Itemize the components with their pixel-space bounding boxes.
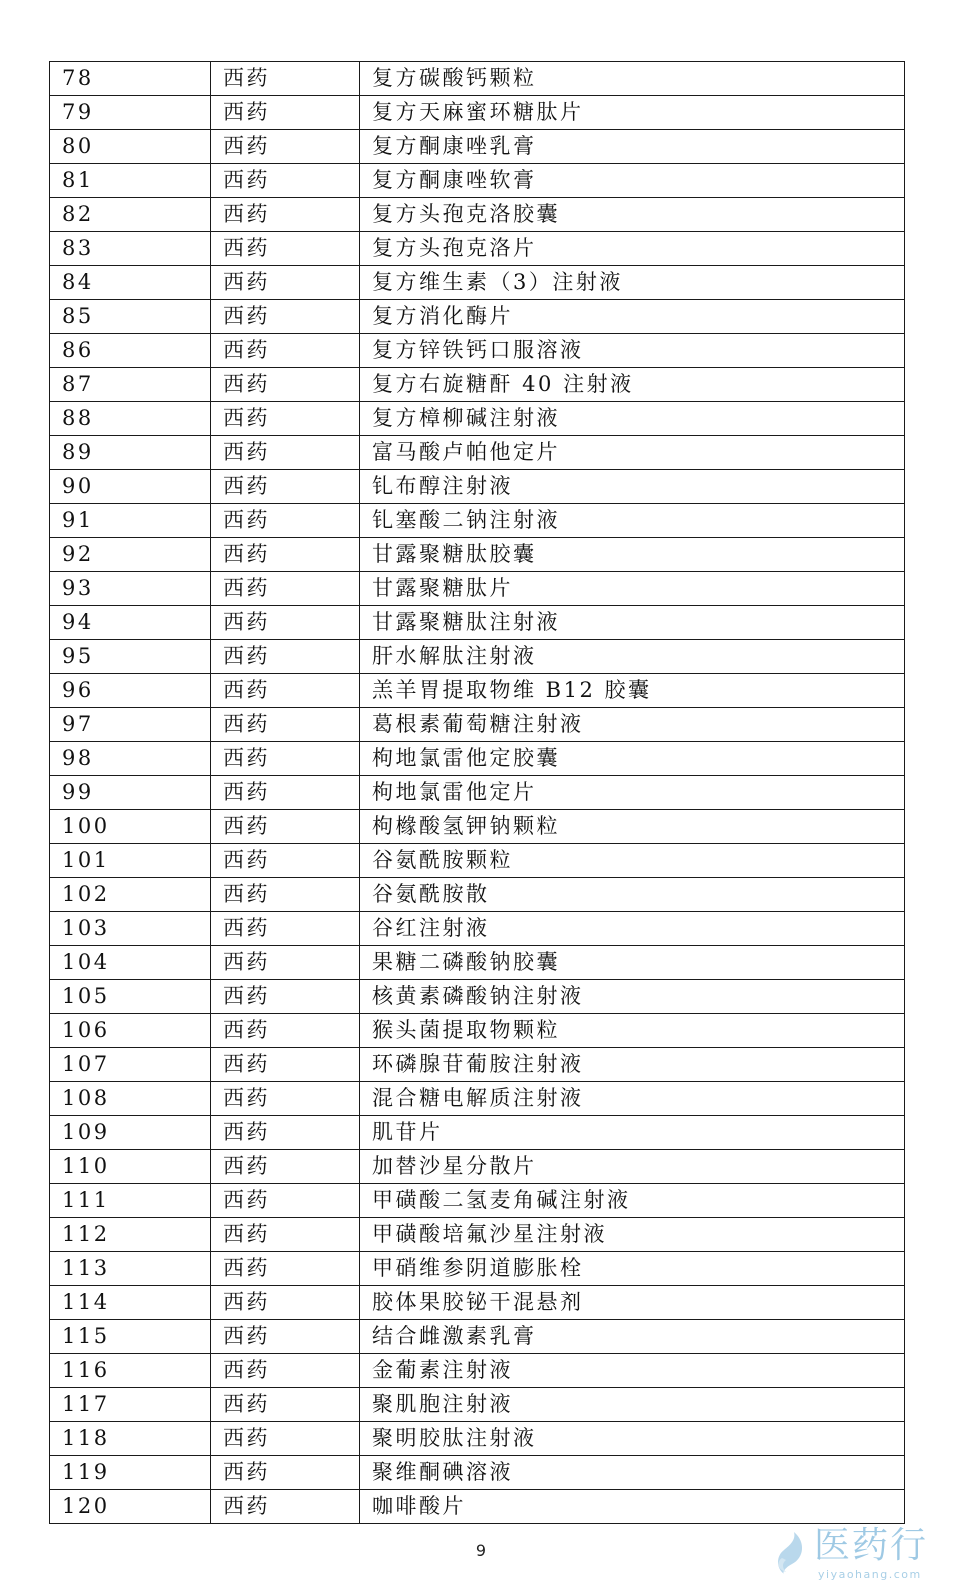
row-drug-name-cell: 聚明胶肽注射液	[360, 1422, 905, 1456]
row-category-cell: 西药	[211, 640, 360, 674]
row-category-cell: 西药	[211, 1286, 360, 1320]
row-category-cell: 西药	[211, 1456, 360, 1490]
row-number-cell: 88	[50, 402, 211, 436]
row-drug-name-cell: 核黄素磷酸钠注射液	[360, 980, 905, 1014]
row-number-cell: 78	[50, 62, 211, 96]
row-number-cell: 108	[50, 1082, 211, 1116]
table-row	[50, 878, 905, 912]
row-drug-name-cell: 复方锌铁钙口服溶液	[360, 334, 905, 368]
row-drug-name-cell: 谷氨酰胺散	[360, 878, 905, 912]
row-category-cell: 西药	[211, 1150, 360, 1184]
row-number-cell: 82	[50, 198, 211, 232]
row-number-cell: 107	[50, 1048, 211, 1082]
watermark-name: 医药行	[814, 1525, 929, 1566]
row-number-cell: 98	[50, 742, 211, 776]
table-row	[50, 1388, 905, 1422]
table-row	[50, 538, 905, 572]
row-category-cell: 西药	[211, 1388, 360, 1422]
row-drug-name-cell: 甲磺酸二氢麦角碱注射液	[360, 1184, 905, 1218]
row-number-cell: 81	[50, 164, 211, 198]
table-row	[50, 1354, 905, 1388]
row-number-cell: 80	[50, 130, 211, 164]
table-row	[50, 674, 905, 708]
table-row	[50, 62, 905, 96]
row-number-cell: 95	[50, 640, 211, 674]
row-drug-name-cell: 葛根素葡萄糖注射液	[360, 708, 905, 742]
row-drug-name-cell: 钆塞酸二钠注射液	[360, 504, 905, 538]
row-drug-name-cell: 肌苷片	[360, 1116, 905, 1150]
row-category-cell: 西药	[211, 844, 360, 878]
row-number-cell: 93	[50, 572, 211, 606]
row-drug-name-cell: 甘露聚糖肽注射液	[360, 606, 905, 640]
row-drug-name-cell: 钆布醇注射液	[360, 470, 905, 504]
table-row	[50, 368, 905, 402]
row-drug-name-cell: 枸地氯雷他定片	[360, 776, 905, 810]
row-number-cell: 117	[50, 1388, 211, 1422]
row-drug-name-cell: 聚维酮碘溶液	[360, 1456, 905, 1490]
row-category-cell: 西药	[211, 912, 360, 946]
row-number-cell: 110	[50, 1150, 211, 1184]
row-drug-name-cell: 结合雌激素乳膏	[360, 1320, 905, 1354]
row-category-cell: 西药	[211, 980, 360, 1014]
row-drug-name-cell: 羔羊胃提取物维 B12 胶囊	[360, 674, 905, 708]
row-number-cell: 87	[50, 368, 211, 402]
row-number-cell: 104	[50, 946, 211, 980]
row-number-cell: 97	[50, 708, 211, 742]
row-number-cell: 114	[50, 1286, 211, 1320]
row-drug-name-cell: 肝水解肽注射液	[360, 640, 905, 674]
table-row	[50, 232, 905, 266]
watermark-domain: yiyaohang.com	[818, 1568, 922, 1581]
row-category-cell: 西药	[211, 368, 360, 402]
row-category-cell: 西药	[211, 742, 360, 776]
row-category-cell: 西药	[211, 130, 360, 164]
row-number-cell: 115	[50, 1320, 211, 1354]
table-row	[50, 1150, 905, 1184]
row-drug-name-cell: 金葡素注射液	[360, 1354, 905, 1388]
row-number-cell: 103	[50, 912, 211, 946]
watermark	[772, 1524, 952, 1586]
row-number-cell: 85	[50, 300, 211, 334]
row-category-cell: 西药	[211, 436, 360, 470]
row-category-cell: 西药	[211, 1082, 360, 1116]
row-number-cell: 92	[50, 538, 211, 572]
table-row	[50, 198, 905, 232]
table-row	[50, 844, 905, 878]
row-category-cell: 西药	[211, 504, 360, 538]
row-category-cell: 西药	[211, 708, 360, 742]
row-category-cell: 西药	[211, 1218, 360, 1252]
table-row	[50, 96, 905, 130]
table-row	[50, 1082, 905, 1116]
row-category-cell: 西药	[211, 946, 360, 980]
table-row	[50, 980, 905, 1014]
table-row	[50, 1252, 905, 1286]
row-number-cell: 89	[50, 436, 211, 470]
row-number-cell: 94	[50, 606, 211, 640]
row-number-cell: 109	[50, 1116, 211, 1150]
row-drug-name-cell: 甘露聚糖肽胶囊	[360, 538, 905, 572]
row-category-cell: 西药	[211, 402, 360, 436]
row-number-cell: 119	[50, 1456, 211, 1490]
row-drug-name-cell: 复方头孢克洛片	[360, 232, 905, 266]
table-row	[50, 946, 905, 980]
row-number-cell: 99	[50, 776, 211, 810]
row-category-cell: 西药	[211, 776, 360, 810]
row-category-cell: 西药	[211, 470, 360, 504]
row-drug-name-cell: 复方酮康唑乳膏	[360, 130, 905, 164]
row-category-cell: 西药	[211, 538, 360, 572]
row-drug-name-cell: 枸橼酸氢钾钠颗粒	[360, 810, 905, 844]
row-drug-name-cell: 谷氨酰胺颗粒	[360, 844, 905, 878]
row-number-cell: 84	[50, 266, 211, 300]
row-number-cell: 106	[50, 1014, 211, 1048]
page-number: 9	[475, 1541, 487, 1560]
row-number-cell: 120	[50, 1490, 211, 1524]
row-number-cell: 90	[50, 470, 211, 504]
row-category-cell: 西药	[211, 96, 360, 130]
table-row	[50, 470, 905, 504]
row-category-cell: 西药	[211, 1014, 360, 1048]
row-drug-name-cell: 猴头菌提取物颗粒	[360, 1014, 905, 1048]
row-category-cell: 西药	[211, 1184, 360, 1218]
table-row	[50, 1320, 905, 1354]
row-number-cell: 113	[50, 1252, 211, 1286]
table-row	[50, 776, 905, 810]
table-row	[50, 572, 905, 606]
table-row	[50, 164, 905, 198]
table-row	[50, 1456, 905, 1490]
table-row	[50, 402, 905, 436]
table-row	[50, 640, 905, 674]
row-drug-name-cell: 复方右旋糖酐 40 注射液	[360, 368, 905, 402]
row-number-cell: 101	[50, 844, 211, 878]
table-row	[50, 130, 905, 164]
row-drug-name-cell: 富马酸卢帕他定片	[360, 436, 905, 470]
table-row	[50, 1014, 905, 1048]
row-category-cell: 西药	[211, 334, 360, 368]
row-number-cell: 111	[50, 1184, 211, 1218]
row-number-cell: 83	[50, 232, 211, 266]
row-drug-name-cell: 聚肌胞注射液	[360, 1388, 905, 1422]
row-category-cell: 西药	[211, 300, 360, 334]
table-row	[50, 1490, 905, 1524]
row-drug-name-cell: 枸地氯雷他定胶囊	[360, 742, 905, 776]
row-drug-name-cell: 复方头孢克洛胶囊	[360, 198, 905, 232]
row-drug-name-cell: 谷红注射液	[360, 912, 905, 946]
row-drug-name-cell: 复方天麻蜜环糖肽片	[360, 96, 905, 130]
row-drug-name-cell: 复方消化酶片	[360, 300, 905, 334]
row-drug-name-cell: 咖啡酸片	[360, 1490, 905, 1524]
row-category-cell: 西药	[211, 232, 360, 266]
row-category-cell: 西药	[211, 1252, 360, 1286]
table-row	[50, 708, 905, 742]
row-number-cell: 96	[50, 674, 211, 708]
row-category-cell: 西药	[211, 1422, 360, 1456]
row-drug-name-cell: 甘露聚糖肽片	[360, 572, 905, 606]
row-category-cell: 西药	[211, 1354, 360, 1388]
table-row	[50, 504, 905, 538]
row-number-cell: 116	[50, 1354, 211, 1388]
row-category-cell: 西药	[211, 606, 360, 640]
row-category-cell: 西药	[211, 1116, 360, 1150]
table-row	[50, 606, 905, 640]
table-row	[50, 1048, 905, 1082]
row-category-cell: 西药	[211, 674, 360, 708]
table-row	[50, 266, 905, 300]
table-row	[50, 1218, 905, 1252]
row-drug-name-cell: 胶体果胶铋干混悬剂	[360, 1286, 905, 1320]
row-category-cell: 西药	[211, 878, 360, 912]
table-row	[50, 912, 905, 946]
row-number-cell: 105	[50, 980, 211, 1014]
table-row	[50, 334, 905, 368]
row-category-cell: 西药	[211, 198, 360, 232]
table-row	[50, 1116, 905, 1150]
row-drug-name-cell: 复方碳酸钙颗粒	[360, 62, 905, 96]
table-row	[50, 1286, 905, 1320]
row-category-cell: 西药	[211, 164, 360, 198]
row-drug-name-cell: 环磷腺苷葡胺注射液	[360, 1048, 905, 1082]
row-drug-name-cell: 复方樟柳碱注射液	[360, 402, 905, 436]
row-drug-name-cell: 甲磺酸培氟沙星注射液	[360, 1218, 905, 1252]
row-number-cell: 118	[50, 1422, 211, 1456]
row-drug-name-cell: 混合糖电解质注射液	[360, 1082, 905, 1116]
table-row	[50, 810, 905, 844]
row-drug-name-cell: 加替沙星分散片	[360, 1150, 905, 1184]
table-row	[50, 1422, 905, 1456]
row-drug-name-cell: 复方维生素（3）注射液	[360, 266, 905, 300]
table-row	[50, 742, 905, 776]
row-category-cell: 西药	[211, 572, 360, 606]
row-drug-name-cell: 甲硝维参阴道膨胀栓	[360, 1252, 905, 1286]
row-drug-name-cell: 复方酮康唑软膏	[360, 164, 905, 198]
row-number-cell: 91	[50, 504, 211, 538]
row-number-cell: 79	[50, 96, 211, 130]
row-number-cell: 112	[50, 1218, 211, 1252]
drug-list-table	[49, 61, 905, 1524]
row-category-cell: 西药	[211, 1490, 360, 1524]
row-category-cell: 西药	[211, 62, 360, 96]
table-row	[50, 436, 905, 470]
table-row	[50, 300, 905, 334]
row-drug-name-cell: 果糖二磷酸钠胶囊	[360, 946, 905, 980]
watermark-logo-icon	[772, 1528, 812, 1576]
drug-list-body	[50, 62, 905, 1524]
table-row	[50, 1184, 905, 1218]
row-number-cell: 86	[50, 334, 211, 368]
row-category-cell: 西药	[211, 266, 360, 300]
row-number-cell: 102	[50, 878, 211, 912]
row-category-cell: 西药	[211, 810, 360, 844]
row-category-cell: 西药	[211, 1048, 360, 1082]
row-category-cell: 西药	[211, 1320, 360, 1354]
row-number-cell: 100	[50, 810, 211, 844]
